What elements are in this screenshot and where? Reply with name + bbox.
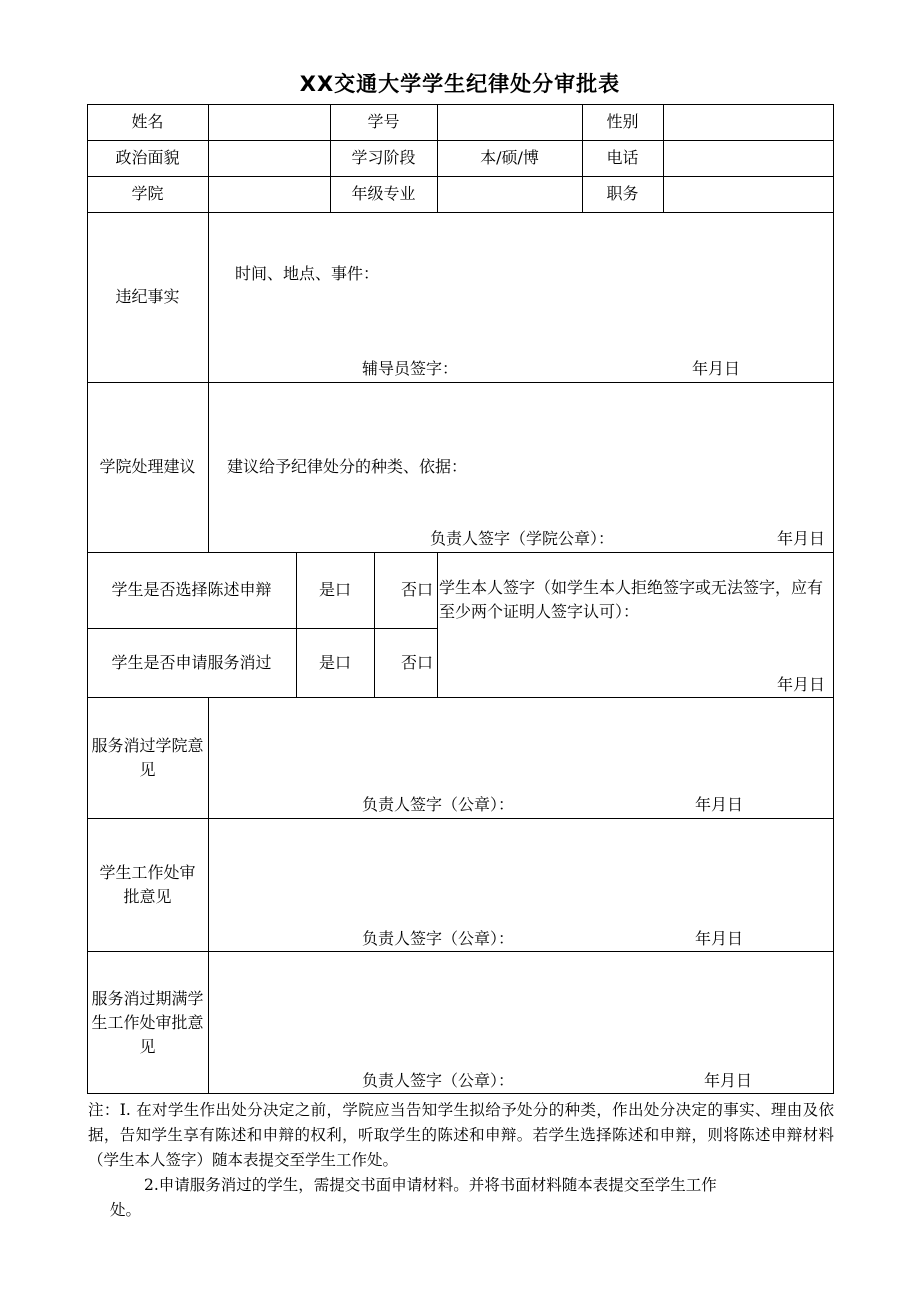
gender-label: 性别 bbox=[606, 112, 639, 131]
affairs-office-date: 年月日 bbox=[695, 929, 744, 948]
service-college-date: 年月日 bbox=[695, 795, 744, 814]
defense-yes-checkbox[interactable]: 是口 bbox=[318, 580, 351, 599]
service-college-label: 服务消过学院意见 bbox=[91, 735, 204, 779]
note-1: 注：I. 在对学生作出处分决定之前，学院应当告知学生拟给予处分的种类，作出处分决定的事实、理由及依据，告知学生享有陈述和申辩的权利，听取学生的陈述和申辩。若学生选择陈述和申辩，则将陈述申辩材料（学生本人签字）随本表提交至学生工作处。 bbox=[88, 1101, 834, 1169]
note-2-continued: 处。 bbox=[110, 1201, 142, 1219]
violation-field[interactable] bbox=[208, 212, 834, 382]
name-label: 姓名 bbox=[131, 112, 164, 131]
defense-label: 学生是否选择陈述申辩 bbox=[111, 580, 272, 599]
violation-label: 违纪事实 bbox=[115, 287, 180, 306]
stage-label: 学习阶段 bbox=[351, 148, 416, 167]
grade-major-label: 年级专业 bbox=[351, 184, 416, 203]
service-expiry-label: 服务消过期满学生工作处审批意见 bbox=[91, 988, 204, 1056]
political-field[interactable] bbox=[208, 140, 330, 176]
political-label: 政治面貌 bbox=[115, 148, 180, 167]
student-sign-date: 年月日 bbox=[777, 675, 826, 694]
service-expiry-sign: 负责人签字（公章）： bbox=[362, 1071, 515, 1090]
affairs-office-sign: 负责人签字（公章）： bbox=[362, 929, 515, 948]
notes bbox=[88, 1098, 834, 1223]
service-expiry-date: 年月日 bbox=[704, 1071, 753, 1090]
page-title: XX交通大学学生纪律处分审批表 bbox=[299, 72, 621, 96]
service-yes-checkbox[interactable]: 是口 bbox=[318, 652, 351, 672]
service-no-checkbox[interactable]: 否口 bbox=[400, 652, 433, 672]
service-college-sign: 负责人签字（公章）： bbox=[362, 795, 515, 814]
college-suggestion-date: 年月日 bbox=[777, 529, 826, 548]
grade-major-field[interactable] bbox=[437, 176, 582, 212]
counselor-sign-label: 辅导员签字： bbox=[362, 359, 459, 378]
position-label: 职务 bbox=[606, 184, 639, 203]
defense-no-checkbox[interactable]: 否口 bbox=[400, 580, 433, 599]
violation-date: 年月日 bbox=[692, 359, 741, 378]
college-field[interactable] bbox=[208, 176, 330, 212]
phone-field[interactable] bbox=[663, 140, 834, 176]
college-label: 学院 bbox=[131, 184, 164, 203]
gender-field[interactable] bbox=[663, 104, 834, 140]
position-field[interactable] bbox=[663, 176, 834, 212]
college-suggestion-prompt: 建议给予纪律处分的种类、依据： bbox=[227, 457, 468, 476]
student-sign-text: 学生本人签字（如学生本人拒绝签字或无法签字，应有至少两个证明人签字认可）： bbox=[439, 578, 824, 621]
violation-prompt: 时间、地点、事件： bbox=[235, 264, 380, 283]
college-suggestion-label: 学院处理建议 bbox=[99, 457, 196, 476]
student-sign-field[interactable] bbox=[437, 552, 834, 697]
affairs-office-label: 学生工作处审批意见 bbox=[99, 862, 196, 906]
service-label: 学生是否申请服务消过 bbox=[111, 652, 272, 672]
phone-label: 电话 bbox=[606, 148, 639, 167]
stage-value: 本/硕/博 bbox=[480, 148, 539, 167]
name-field[interactable] bbox=[208, 104, 330, 140]
student-id-label: 学号 bbox=[367, 112, 400, 131]
student-id-field[interactable] bbox=[437, 104, 582, 140]
note-2: 2.申请服务消过的学生，需提交书面申请材料。并将书面材料随本表提交至学生工作 bbox=[144, 1176, 717, 1194]
college-suggestion-sign: 负责人签字（学院公章）： bbox=[430, 529, 615, 548]
